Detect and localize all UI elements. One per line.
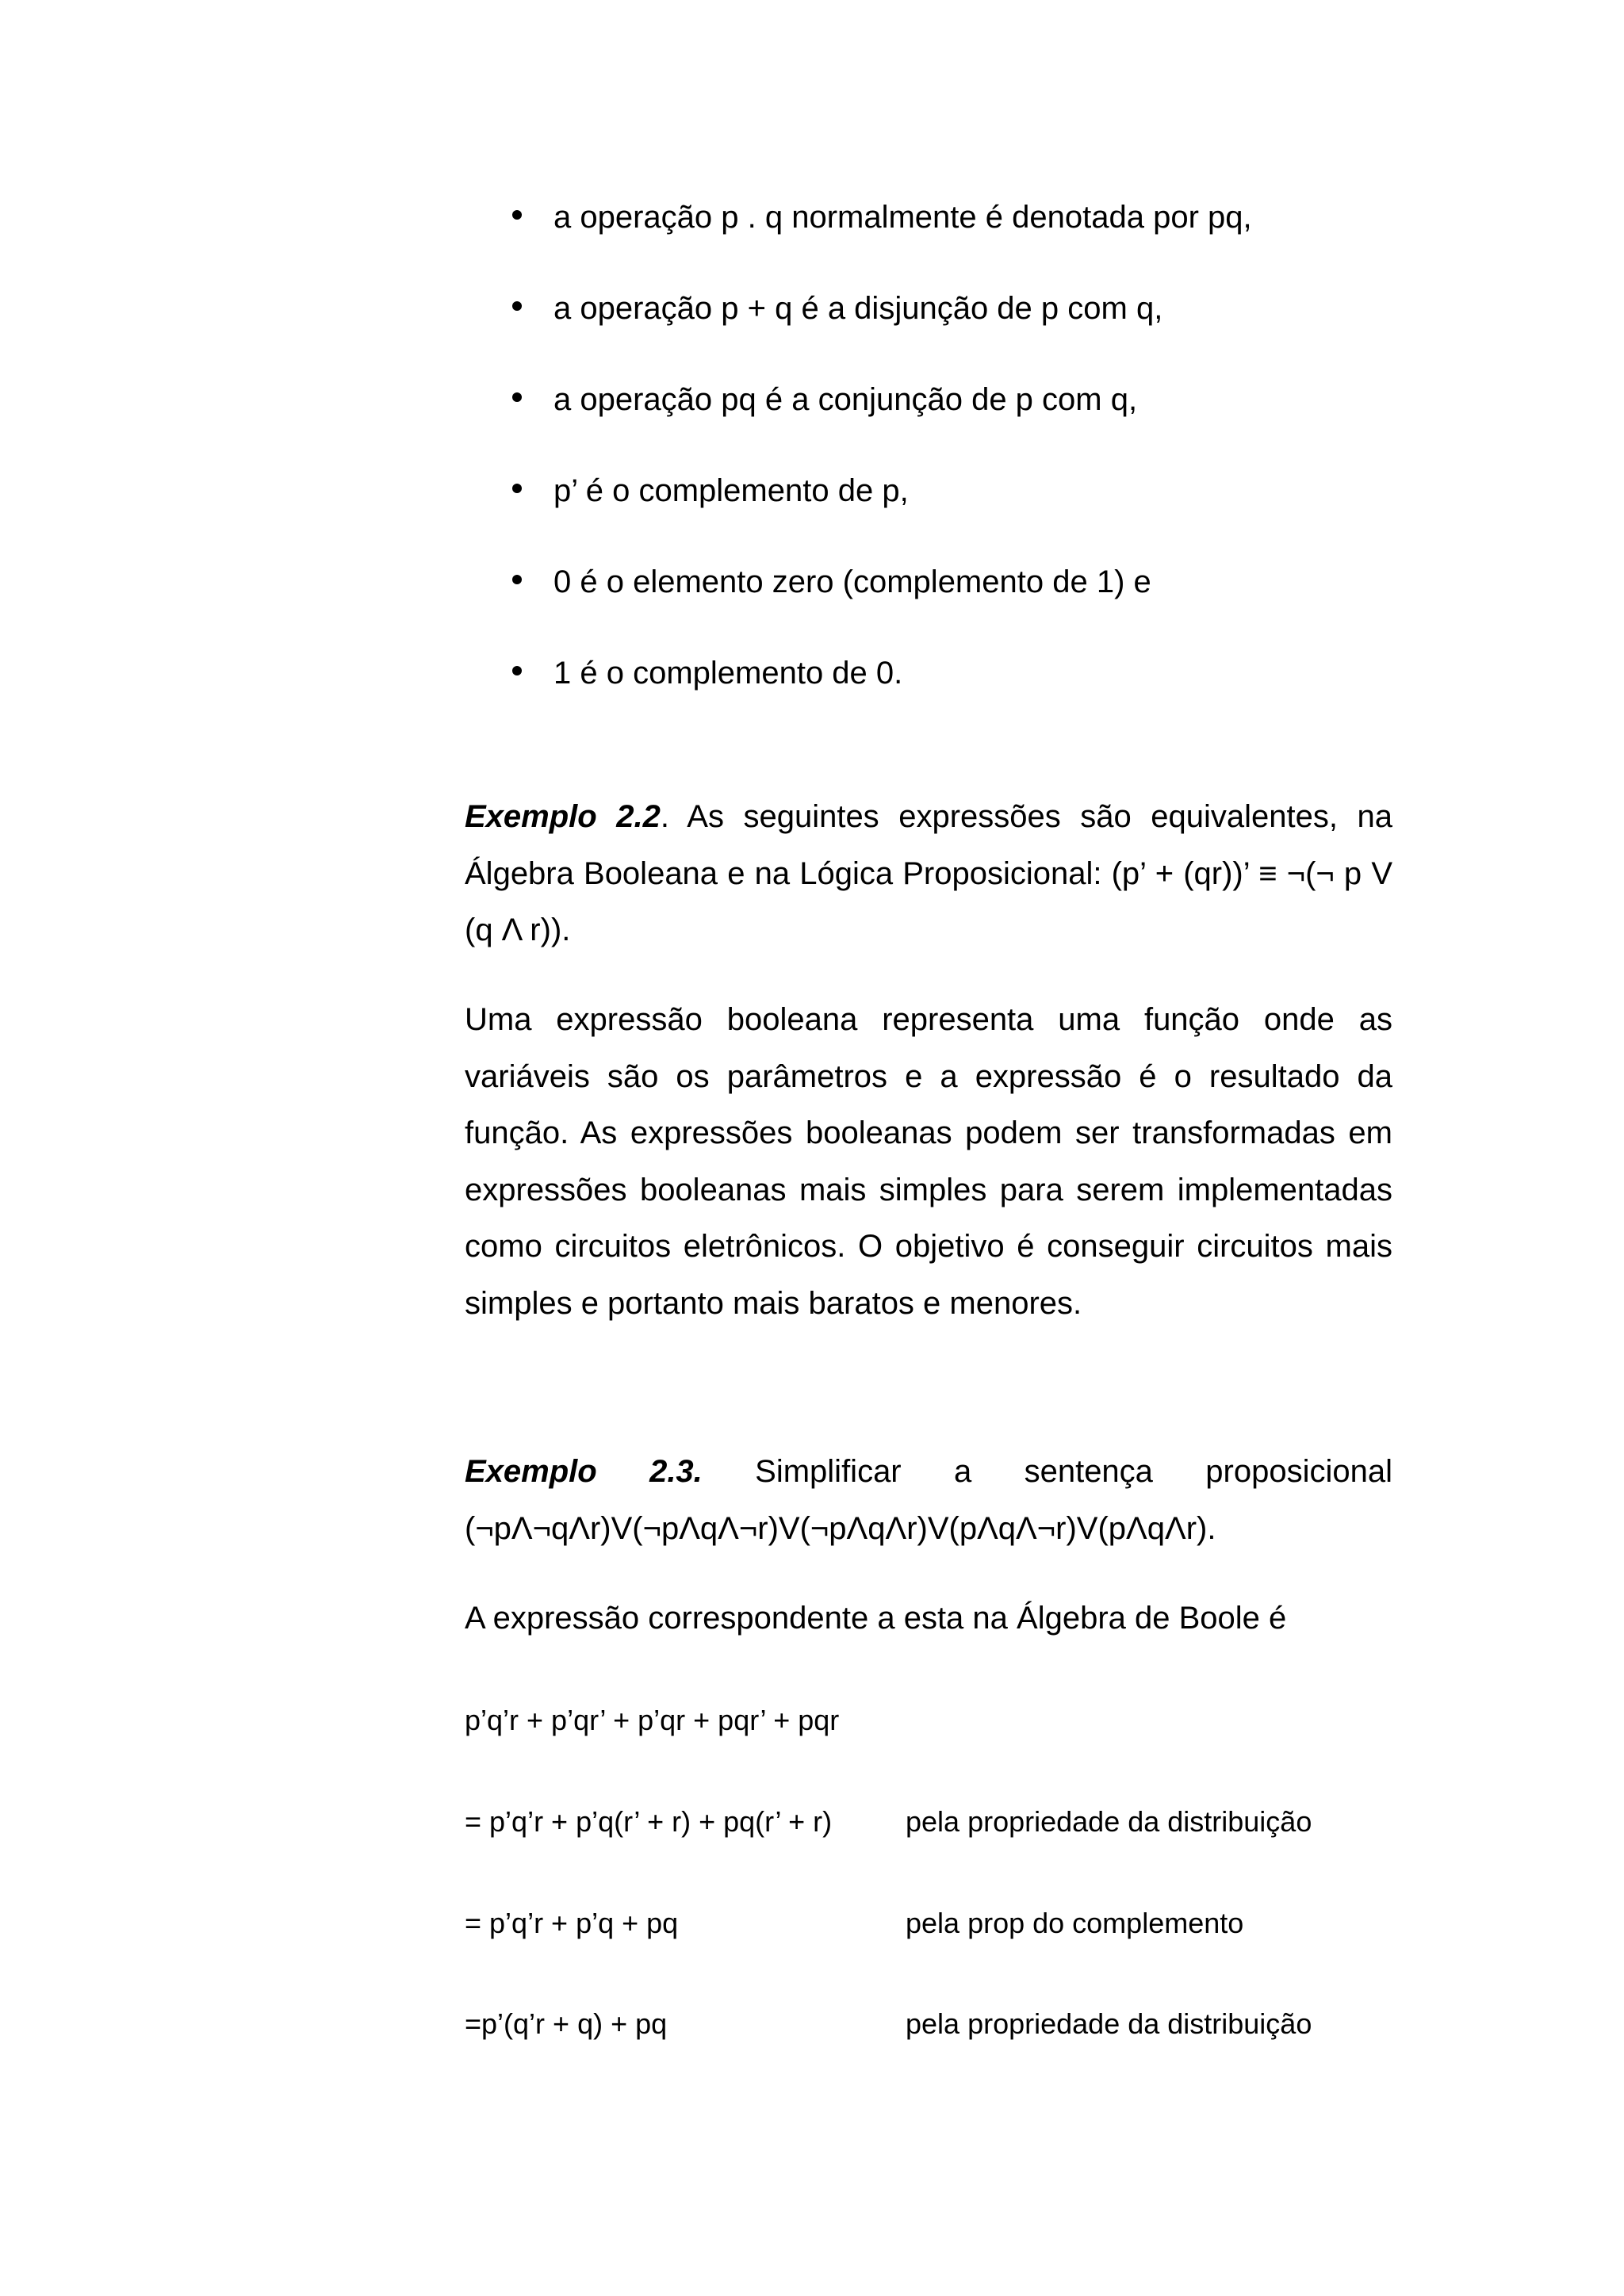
bullet-item: p’ é o complemento de p, bbox=[512, 465, 909, 513]
derivation-expression: =p’(q’r + q) + pq bbox=[465, 2007, 668, 2040]
example-2-3-heading-line bbox=[465, 1444, 1392, 1501]
bullet-icon bbox=[512, 301, 522, 311]
bullet-item: 0 é o elemento zero (complemento de 1) e bbox=[512, 557, 1151, 604]
bullet-icon bbox=[512, 666, 522, 675]
example-2-2-title: Exemplo 2.2 bbox=[465, 799, 661, 834]
bullet-item: 1 é o complemento de 0. bbox=[512, 648, 902, 695]
derivation-justification: pela propriedade da distribuição bbox=[906, 1805, 1312, 1838]
example-2-3-intro: Simplificar a sentença proposicional bbox=[755, 1454, 1392, 1489]
boolean-expression-paragraph: Uma expressão booleana representa uma função onde as variáveis são os parâmetros e a expressão é o resultado da função. As expressões booleanas podem ser transformadas em expressões booleanas mais simples para serem implementadas como circuitos eletrônicos. O objetivo é conseguir circuitos mais simples e portanto mais baratos e menores. bbox=[465, 1002, 1392, 1321]
bullet-item: a operação p . q normalmente é denotada por pq, bbox=[512, 192, 1252, 239]
bullet-item: a operação pq é a conjunção de p com q, bbox=[512, 374, 1137, 422]
bullet-icon bbox=[512, 484, 522, 493]
example-2-3-paragraph bbox=[465, 1444, 1392, 1557]
bullet-icon bbox=[512, 575, 522, 584]
bullet-icon bbox=[512, 392, 522, 402]
derivation-justification: pela prop do complemento bbox=[906, 1907, 1244, 1939]
example-2-2-text: . As seguintes expressões são equivalentes, na Álgebra Booleana e na Lógica Proposicional: (p’ + (qr))’ ≡ ¬(¬ p V (q Λ r)). bbox=[465, 799, 1392, 947]
derivation-expression: = p’q’r + p’q(r’ + r) + pq(r’ + r) bbox=[465, 1805, 833, 1838]
example-2-3-title: Exemplo 2.3. bbox=[465, 1454, 703, 1489]
derivation-expression: p’q’r + p’qr’ + p’qr + pqr’ + pqr bbox=[465, 1704, 840, 1736]
bullet-icon bbox=[512, 210, 522, 220]
example-2-3-formula: (¬pΛ¬qΛr)V(¬pΛqΛ¬r)V(¬pΛqΛr)V(pΛqΛ¬r)V(pΛqΛr). bbox=[465, 1510, 1216, 1546]
derivation-justification: pela propriedade da distribuição bbox=[906, 2007, 1312, 2040]
bullet-item: a operação p + q é a disjunção de p com q, bbox=[512, 283, 1162, 331]
boole-intro-paragraph: A expressão correspondente a esta na Álgebra de Boole é bbox=[465, 1601, 1287, 1636]
derivation-expression: = p’q’r + p’q + pq bbox=[465, 1907, 679, 1939]
example-2-2-paragraph bbox=[465, 789, 1392, 959]
